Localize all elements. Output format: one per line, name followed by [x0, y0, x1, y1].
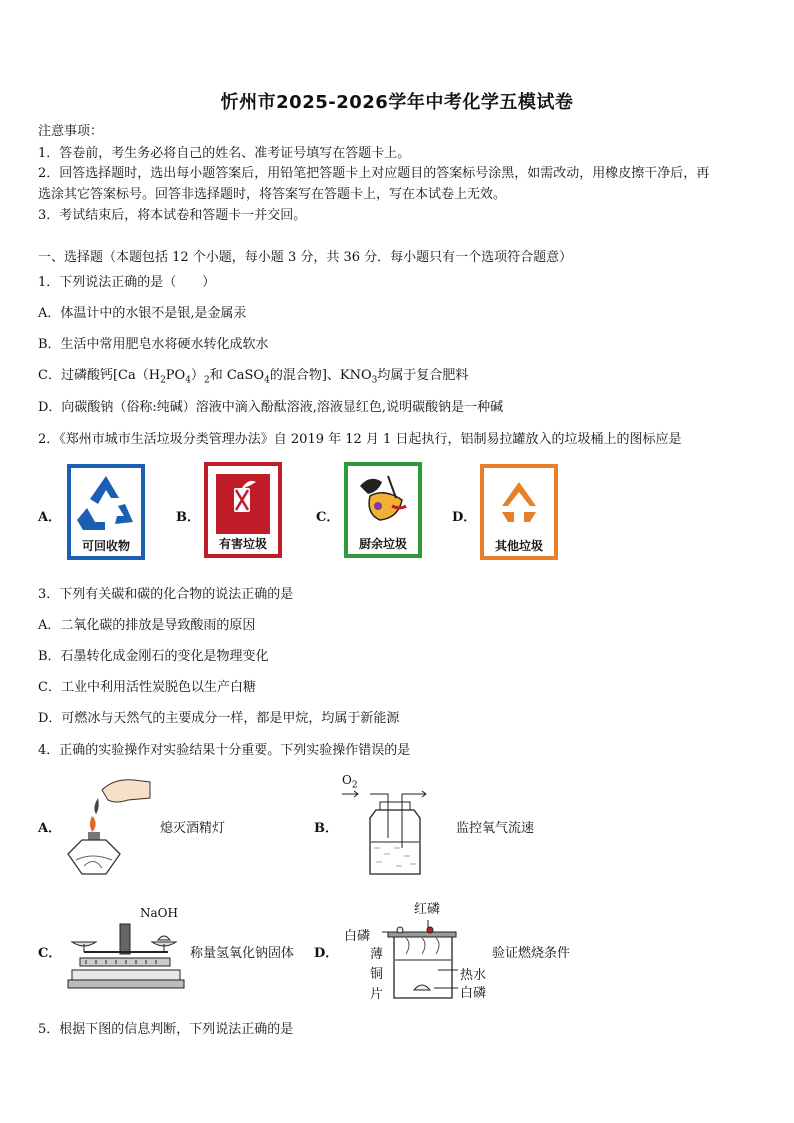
white-phosphorus-bottom-label: 白磷	[460, 986, 487, 1001]
q3-option-c: C．工业中利用活性炭脱色以生产白糖	[38, 680, 256, 695]
bin-label: 有害垃圾	[218, 537, 267, 551]
bin-label: 可回收物	[81, 539, 130, 553]
q5-stem: 5．根据下图的信息判断，下列说法正确的是	[38, 1022, 294, 1037]
oxygen-label: $O_2$	[342, 773, 358, 791]
q4-option-a-text: 熄灭酒精灯	[160, 821, 226, 836]
q4-option-c-text: 称量氢氧化钠固体	[190, 946, 295, 961]
bin-label: 其他垃圾	[494, 539, 543, 553]
q1-option-d: D．向碳酸钠（俗称:纯碱）溶液中滴入酚酞溶液,溶液显红色,说明碳酸钠是一种碱	[38, 400, 504, 415]
q1-stem: 1．下列说法正确的是（ ）	[38, 275, 216, 290]
notice-item-1: 1．答卷前，考生务必将自己的姓名、准考证号填写在答题卡上。	[38, 146, 411, 161]
q3-stem: 3．下列有关碳和碳的化合物的说法正确的是	[38, 587, 294, 602]
food-waste-icon	[348, 466, 418, 538]
balance-illustration	[66, 918, 186, 996]
recyclable-bin-icon	[67, 464, 145, 560]
white-phosphorus-top-label: 白磷	[344, 929, 371, 944]
red-phosphorus-label: 红磷	[414, 902, 441, 917]
gas-washing-bottle-illustration	[340, 788, 450, 878]
hot-water-label: 热水	[460, 968, 487, 983]
q1-option-a: A．体温计中的水银不是银,是金属汞	[38, 306, 247, 321]
q4-option-a-letter: A．	[38, 821, 62, 836]
notice-item-2-cont: 选涂其它答案标号。回答非选择题时，将答案写在答题卡上，写在本试卷上无效。	[38, 187, 507, 202]
section-heading: 一、选择题（本题包括 12 个小题，每小题 3 分，共 36 分．每小题只有一个选项符合题意）	[38, 250, 573, 265]
q2-option-b-letter: B．	[176, 510, 200, 525]
naoh-label: NaOH	[140, 906, 178, 920]
notice-item-3: 3．考试结束后，将本试卷和答题卡一并交回。	[38, 208, 307, 223]
notice-heading: 注意事项：	[38, 124, 104, 139]
alcohol-lamp-illustration	[62, 768, 154, 880]
q1-option-b: B．生活中常用肥皂水将硬水转化成软水	[38, 337, 269, 352]
notice-item-2: 2．回答选择题时，选出每小题答案后，用铅笔把答题卡上对应题目的答案标号涂黑，如需改动，用橡皮擦干净后，再	[38, 166, 710, 181]
combustion-experiment-illustration	[378, 914, 468, 1004]
q4-option-b-letter: B．	[314, 821, 338, 836]
q4-stem: 4．正确的实验操作对实验结果十分重要。下列实验操作错误的是	[38, 743, 411, 758]
hazard-icon	[208, 466, 278, 538]
q4-option-d-text: 验证燃烧条件	[492, 946, 571, 961]
q1-option-c: C．过磷酸钙[$Ca(H_2PO_4)_2$和 CaSO$_4$的混合物]、$KNO_3$均属于复合肥料	[38, 368, 469, 386]
page-title: 忻州市2025-2026学年中考化学五模试卷	[220, 92, 574, 113]
recycle-icon	[71, 468, 141, 540]
q2-option-a-letter: A．	[38, 510, 62, 525]
q3-option-d: D．可燃冰与天然气的主要成分一样，都是甲烷，均属于新能源	[38, 711, 400, 726]
kitchen-waste-bin-icon	[344, 462, 422, 558]
bin-label: 厨余垃圾	[358, 537, 407, 551]
q3-option-a: A．二氧化碳的排放是导致酸雨的原因	[38, 618, 256, 633]
copper-sheet-label: 薄 铜 片	[370, 947, 384, 1002]
q4-option-c-letter: C．	[38, 946, 62, 961]
q2-option-c-letter: C．	[316, 510, 340, 525]
hazardous-bin-icon	[204, 462, 282, 558]
q2-option-d-letter: D．	[452, 510, 477, 525]
q4-option-b-text: 监控氧气流速	[456, 821, 535, 836]
q3-option-b: B．石墨转化成金刚石的变化是物理变化	[38, 649, 269, 664]
q2-stem: 2．《郑州市城市生活垃圾分类管理办法》自 2019 年 12 月 1 日起执行，铝制易拉罐放入的垃圾桶上的图标应是	[38, 432, 682, 447]
other-waste-bin-icon	[480, 464, 558, 560]
other-waste-icon	[484, 468, 554, 540]
q4-option-d-letter: D．	[314, 946, 339, 961]
